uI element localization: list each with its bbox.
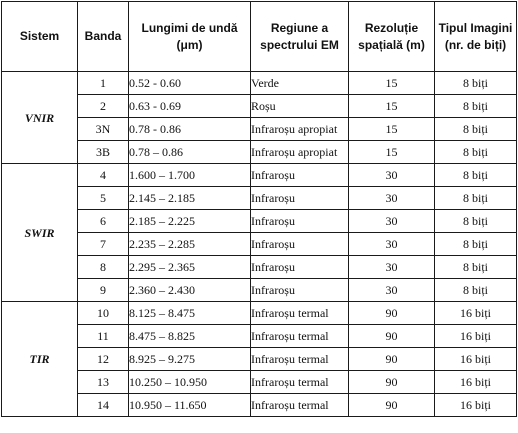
- band-cell: 12: [78, 348, 129, 371]
- header-resolution: Rezoluție spațială (m): [349, 2, 435, 72]
- region-cell: Infraroșu: [251, 210, 349, 233]
- table-row: [2, 187, 517, 210]
- table-row: [2, 371, 517, 394]
- resolution-cell: 90: [349, 394, 435, 417]
- image-type-cell: 8 biți: [435, 164, 517, 187]
- wavelength-cell: 2.145 – 2.185: [129, 187, 251, 210]
- band-cell: 8: [78, 256, 129, 279]
- region-cell: Infraroșu: [251, 187, 349, 210]
- table-row: [2, 302, 517, 325]
- band-cell: 14: [78, 394, 129, 417]
- table-row: [2, 141, 517, 164]
- image-type-cell: 8 biți: [435, 210, 517, 233]
- resolution-cell: 15: [349, 141, 435, 164]
- image-type-cell: 8 biți: [435, 95, 517, 118]
- wavelength-cell: 8.475 – 8.825: [129, 325, 251, 348]
- table-row: [2, 118, 517, 141]
- band-cell: 2: [78, 95, 129, 118]
- wavelength-cell: 2.295 – 2.365: [129, 256, 251, 279]
- table-row: [2, 233, 517, 256]
- table-row: [2, 164, 517, 187]
- band-cell: 11: [78, 325, 129, 348]
- image-type-cell: 16 biți: [435, 325, 517, 348]
- band-cell: 13: [78, 371, 129, 394]
- system-cell: VNIR: [2, 72, 78, 164]
- header-row: [2, 2, 517, 72]
- resolution-cell: 15: [349, 95, 435, 118]
- resolution-cell: 30: [349, 233, 435, 256]
- wavelength-cell: 10.250 – 10.950: [129, 371, 251, 394]
- band-cell: 4: [78, 164, 129, 187]
- region-cell: Infraroșu: [251, 233, 349, 256]
- band-cell: 3N: [78, 118, 129, 141]
- region-cell: Infraroșu termal: [251, 348, 349, 371]
- band-cell: 6: [78, 210, 129, 233]
- table-row: [2, 279, 517, 302]
- table-row: [2, 325, 517, 348]
- band-cell: 9: [78, 279, 129, 302]
- wavelength-cell: 8.125 – 8.475: [129, 302, 251, 325]
- region-cell: Infraroșu: [251, 256, 349, 279]
- wavelength-cell: 8.925 – 9.275: [129, 348, 251, 371]
- band-cell: 5: [78, 187, 129, 210]
- image-type-cell: 8 biți: [435, 279, 517, 302]
- resolution-cell: 30: [349, 187, 435, 210]
- image-type-cell: 16 biți: [435, 302, 517, 325]
- region-cell: Infraroșu: [251, 164, 349, 187]
- resolution-cell: 30: [349, 279, 435, 302]
- region-cell: Infraroșu apropiat: [251, 141, 349, 164]
- resolution-cell: 30: [349, 256, 435, 279]
- resolution-cell: 30: [349, 164, 435, 187]
- region-cell: Infraroșu: [251, 279, 349, 302]
- table-row: [2, 210, 517, 233]
- table-row: [2, 72, 517, 95]
- region-cell: Infraroșu apropiat: [251, 118, 349, 141]
- table-row: [2, 95, 517, 118]
- region-cell: Verde: [251, 72, 349, 95]
- sensor-bands-table: [1, 1, 517, 417]
- resolution-cell: 90: [349, 348, 435, 371]
- table-body: [2, 72, 517, 417]
- region-cell: Infraroșu termal: [251, 302, 349, 325]
- table-row: [2, 394, 517, 417]
- band-cell: 7: [78, 233, 129, 256]
- wavelength-cell: 10.950 – 11.650: [129, 394, 251, 417]
- table-row: [2, 256, 517, 279]
- wavelength-cell: 2.360 – 2.430: [129, 279, 251, 302]
- image-type-cell: 8 biți: [435, 256, 517, 279]
- header-region: Regiune a spectrului EM: [251, 2, 349, 72]
- resolution-cell: 15: [349, 118, 435, 141]
- resolution-cell: 90: [349, 302, 435, 325]
- region-cell: Infraroșu termal: [251, 394, 349, 417]
- image-type-cell: 8 biți: [435, 72, 517, 95]
- image-type-cell: 16 biți: [435, 371, 517, 394]
- band-cell: 10: [78, 302, 129, 325]
- wavelength-cell: 1.600 – 1.700: [129, 164, 251, 187]
- header-band: Banda: [78, 2, 129, 72]
- region-cell: Infraroșu termal: [251, 325, 349, 348]
- wavelength-cell: 0.52 - 0.60: [129, 72, 251, 95]
- region-cell: Roșu: [251, 95, 349, 118]
- image-type-cell: 16 biți: [435, 394, 517, 417]
- resolution-cell: 90: [349, 371, 435, 394]
- table-row: [2, 348, 517, 371]
- image-type-cell: 8 biți: [435, 141, 517, 164]
- image-type-cell: 8 biți: [435, 187, 517, 210]
- resolution-cell: 90: [349, 325, 435, 348]
- header-image-type: Tipul Imagini (nr. de biți): [435, 2, 517, 72]
- system-cell: SWIR: [2, 164, 78, 302]
- wavelength-cell: 2.185 – 2.225: [129, 210, 251, 233]
- region-cell: Infraroșu termal: [251, 371, 349, 394]
- wavelength-cell: 0.78 – 0.86: [129, 141, 251, 164]
- resolution-cell: 30: [349, 210, 435, 233]
- header-wavelength: Lungimi de undă (μm): [129, 2, 251, 72]
- image-type-cell: 8 biți: [435, 118, 517, 141]
- system-cell: TIR: [2, 302, 78, 417]
- wavelength-cell: 0.63 - 0.69: [129, 95, 251, 118]
- wavelength-cell: 2.235 – 2.285: [129, 233, 251, 256]
- image-type-cell: 8 biți: [435, 233, 517, 256]
- image-type-cell: 16 biți: [435, 348, 517, 371]
- band-cell: 1: [78, 72, 129, 95]
- band-cell: 3B: [78, 141, 129, 164]
- resolution-cell: 15: [349, 72, 435, 95]
- header-system: Sistem: [2, 2, 78, 72]
- wavelength-cell: 0.78 - 0.86: [129, 118, 251, 141]
